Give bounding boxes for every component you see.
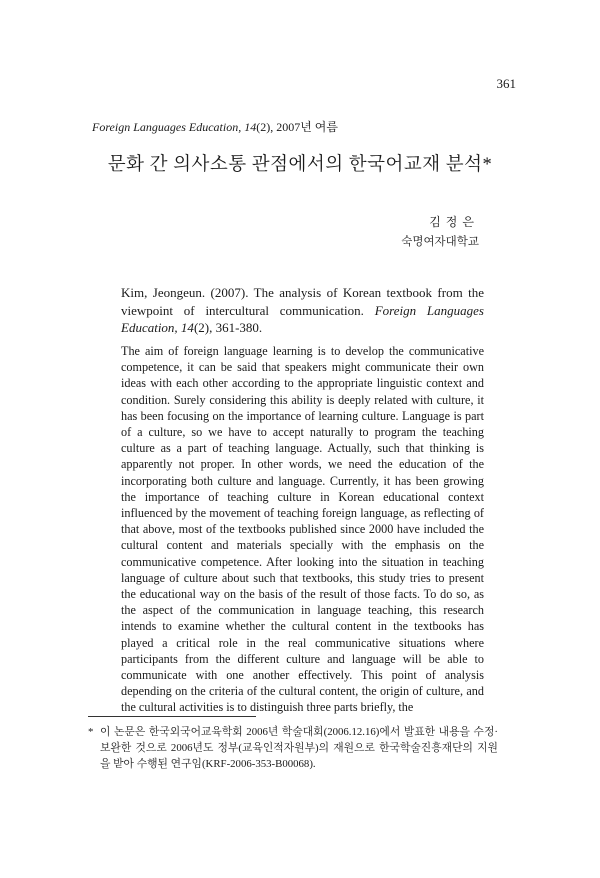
author-name: 김정은	[429, 215, 479, 229]
footnote-divider	[88, 716, 256, 717]
citation-lead: Kim, Jeongeun. (2007). The analysis of Korean textbook from the viewpoint of intercultural communication.	[121, 285, 484, 318]
footnote-text: 이 논문은 한국외국어교육학회 2006년 학술대회(2006.12.16)에서 발표한 내용을 수정·보완한 것으로 2006년도 정부(교육인적자원부)의 재원으로 한국학술진흥재단의 지원을 받아 수행된 연구임(KRF-2006-353-B00068).	[100, 726, 498, 770]
footnote-mark: *	[88, 726, 94, 738]
running-head-journal: Foreign Languages Education,	[92, 120, 242, 134]
running-head-volume: 14	[244, 120, 257, 134]
abstract-text: The aim of foreign language learning is to develop the communicative competence, it can be said that speakers might communicate their own ideas with each other according to the appropriate linguistic context and condition. Surely considering this ability is deeply related with culture, it has been focusing on the importance of learning culture. Language is part of a culture, so we have to accept naturally to program the teaching culture as a part of teaching language. Actually, such that thinking is apparently not proper. In other words, we need the education of the incorporating both culture and language. Currently, it has been growing the importance of teaching culture in Korean educational context influenced by the movement of teaching foreign language, as reflecting of that above, most of the textbooks published since 2000 have included the cultural content and materials specially with the emphasis on the communicative competence. After looking into the situation in teaching language of culture about such that textbooks, this study tries to present the educational way on the basis of the result of those facts. To do so, as the aspect of the communication in language teaching, this research intends to examine whether the cultural content in the textbooks has played a critical role in the real communicative situations where participants from the different culture and language will be able to communicate with one another effectively. This point of analysis depending on the criteria of the cultural content, the origin of culture, and the cultural activities is to distinguish three parts briefly, the	[121, 344, 484, 715]
citation-tail: (2), 361-380.	[193, 320, 263, 335]
running-head-issue: (2), 2007년 여름	[256, 120, 338, 134]
author-affiliation: 숙명여자대학교	[401, 236, 479, 248]
running-head	[92, 118, 338, 135]
citation	[121, 284, 484, 337]
citation-journal: Foreign Languages Education, 14	[121, 302, 484, 335]
page-number: 361	[496, 76, 516, 91]
footnote	[88, 724, 498, 772]
paper-title: 문화 간 의사소통 관점에서의 한국어교재 분석*	[107, 155, 493, 175]
